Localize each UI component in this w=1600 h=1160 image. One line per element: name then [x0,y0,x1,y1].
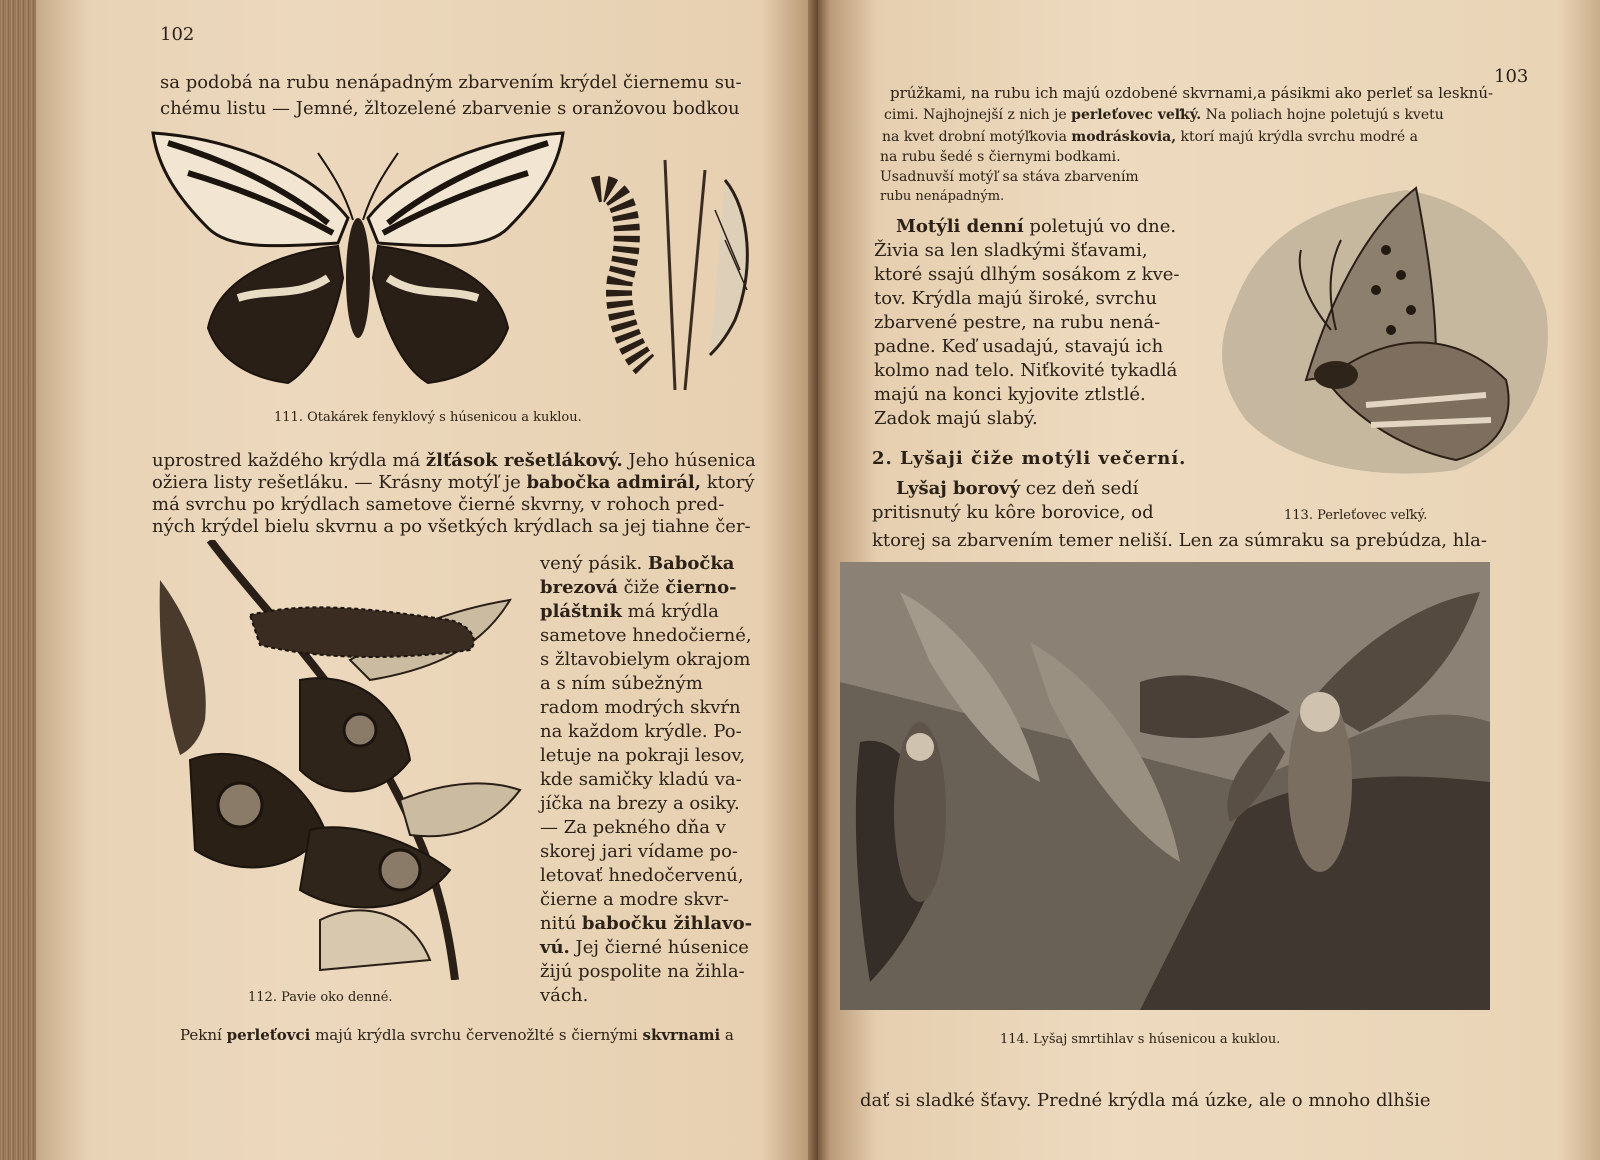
text-line [540,577,737,599]
text-line: skorej jari vídame po- [540,841,738,862]
text-span: cimi. Najhojnejší z nich je [884,107,1072,123]
text-line [540,601,719,623]
text-span: Na poliach hojne poletujú s kvetu [1201,107,1444,123]
bold-term: Lyšaj borový [896,478,1021,499]
figure-111-swallowtail [148,128,568,398]
bold-term: žlťások rešetlákový. [425,450,623,471]
text-line: ných krýdel bielu skvrnu a po všetkých krýdlach sa jej tiahne čer- [152,516,751,537]
text-span [152,472,755,494]
text-line: a s ním súbežným [540,673,703,694]
text-line: pritisnutý ku kôre borovice, od [872,502,1154,523]
text-line: na rubu šedé s čiernymi bodkami. [880,149,1121,165]
text-line [152,450,772,472]
text-span: sa podobá na rubu nenápadným zbarvením krýdel čiernemu su- [160,72,742,93]
bold-term: vú. [540,937,570,958]
figure-111-caption: 111. Otakárek fenyklový s húsenicou a kuklou. [274,410,582,425]
text-span: na kvet drobní motýľkovia [882,129,1072,145]
bold-term: skvrnami [642,1026,721,1044]
caterpillar-pupa-illustration [575,150,775,395]
text-line [884,104,1444,126]
text-span: a [720,1026,734,1044]
text-line [180,1024,734,1046]
bold-term: babočku žihlavo- [581,913,753,934]
figure-114-deaths-head-hawkmoth [840,562,1490,1010]
text-line: rubu nenápadným. [880,189,1005,204]
text-line: vách. [540,985,589,1006]
page-edges [0,0,36,1160]
text-line: má svrchu po krýdlach sametove čierné skvrny, v rohoch pred- [152,494,725,515]
page-number-right: 103 [1494,66,1529,87]
hawkmoth-photo-illustration [840,562,1490,1010]
text-line: Živia sa len sladkými šťavami, [874,240,1148,261]
text-line: kde samičky kladú va- [540,769,742,790]
figure-113-caption: 113. Perleťovec veľký. [1284,508,1428,523]
text-line: letuje na pokraji lesov, [540,745,746,766]
figure-112-caption: 112. Pavie oko denné. [248,990,393,1005]
text-line: kolmo nad telo. Niťkovité tykadlá [874,360,1178,381]
text-line: dať si sladké šťavy. Predné krýdla má úzke, ale o mnoho dlhšie [860,1090,1431,1111]
text-span: ktorý [701,472,755,493]
figure-112-peacock [150,540,530,980]
text-span: uprostred každého krýdla má [152,450,426,471]
text-span: čiže [617,577,666,598]
text-line: ktorej sa zbarvením temer neliší. Len za súmraku sa prebúdza, hla- [872,530,1487,551]
text-span: ktorí majú krýdla svrchu modré a [1176,129,1419,145]
bold-term: Motýli denní [896,216,1024,237]
figure-111-caterpillar-pupa [575,150,775,395]
text-line: prúžkami, na rubu ich majú ozdobené skvrnami,a pásikmi ako perleť sa lesknú- [890,84,1494,102]
text-span: cez deň sedí [1020,478,1139,499]
bold-term: perleťovec veľký. [1071,107,1202,123]
bold-term: babočka admirál, [526,472,702,493]
text-line [152,472,772,494]
text-line: radom modrých skvŕn [540,697,741,718]
bold-term: čierno- [665,577,737,598]
text-line [540,937,749,959]
text-span: chému listu — Jemné, žltozelené zbarvenie s oranžovou bodkou [160,98,740,119]
text-line: jíčka na brezy a osiky. [540,793,740,814]
text-span: vený pásik. [540,553,648,574]
page-number-left: 102 [160,24,195,45]
text-span: ožiera listy rešetláku. — Krásny motýľ je [152,472,527,493]
text-line: Zadok majú slabý. [874,408,1038,429]
section-heading: 2. Lyšaji čiže motýli večerní. [872,448,1187,469]
text-line [896,216,1176,238]
text-line: letovať hnedočervenú, [540,865,744,886]
bold-term: brezová [540,577,618,598]
text-span: Jeho húsenica [622,450,756,471]
text-line: padne. Keď usadajú, stavajú ich [874,336,1164,357]
text-span: poletujú vo dne. [1023,216,1177,237]
text-line: s žltavobielym okrajom [540,649,751,670]
text-line: — Za pekného dňa v [540,817,726,838]
text-line [882,126,1418,148]
text-line [160,72,780,94]
swallowtail-butterfly-illustration [148,128,568,398]
text-line: žijú pospolite na žihla- [540,961,745,982]
text-span: Jej čierné húsenice [569,937,749,958]
text-line [160,98,780,120]
bold-term: pláštnik [540,601,622,622]
text-line: na každom krýdle. Po- [540,721,742,742]
figure-114-caption: 114. Lyšaj smrtihlav s húsenicou a kuklou. [1000,1032,1281,1047]
text-line: majú na konci kyjovite ztlstlé. [874,384,1146,405]
text-span: Pekní [180,1026,227,1044]
text-line [540,553,734,575]
text-line: čierne a modre skvr- [540,889,729,910]
bold-term: perleťovci [226,1026,311,1044]
text-line: ktoré ssajú dlhým sosákom z kve- [874,264,1180,285]
text-span: má krýdla [621,601,719,622]
bold-term: Babočka [647,553,735,574]
text-line: tov. Krýdla majú široké, svrchu [874,288,1157,309]
peacock-butterfly-illustration [150,540,530,980]
right-page [818,0,1600,1160]
figure-113-fritillary [1206,180,1566,490]
text-span: majú krýdla svrchu červenožlté s čiernými [310,1026,643,1044]
text-line [540,913,752,935]
text-line [896,478,1138,500]
text-line: zbarvené pestre, na rubu nená- [874,312,1161,333]
bold-term: modráskovia, [1071,129,1177,145]
text-line: Usadnuvší motýľ sa stáva zbarvením [880,169,1139,185]
text-span: nitú [540,913,582,934]
text-line: sametove hnedočierné, [540,625,752,646]
text-span [152,450,756,472]
fritillary-butterfly-illustration [1206,180,1566,490]
